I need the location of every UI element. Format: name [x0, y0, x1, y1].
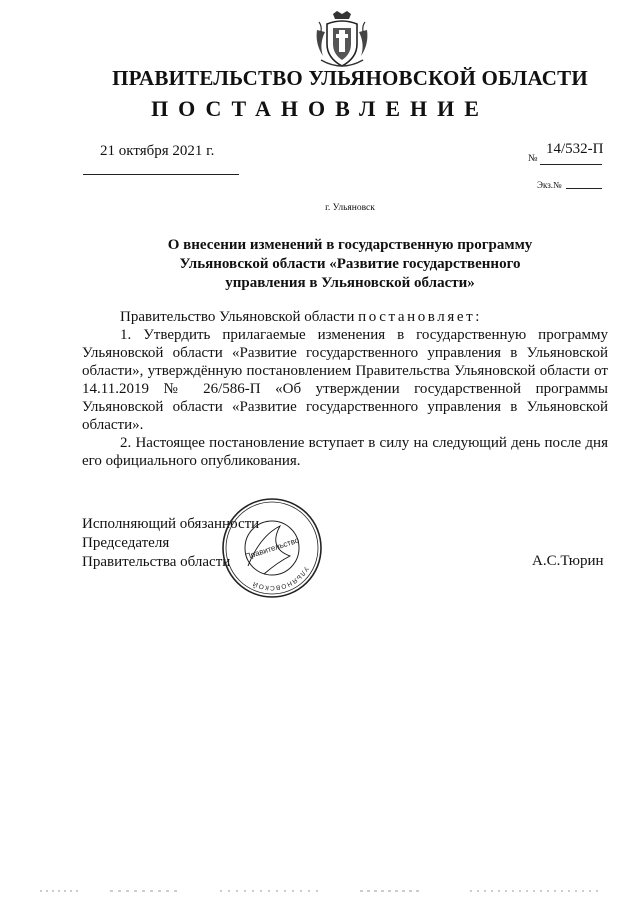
stamp-ring-text: УЛЬЯНОВСКОЙ — [251, 565, 310, 592]
city-label: г. Ульяновск — [325, 203, 375, 213]
intro-subject: Правительство Ульяновской области — [120, 309, 355, 325]
copy-number-label: Экз.№ — [537, 180, 562, 190]
document-date: 21 октября 2021 г. — [100, 143, 215, 159]
document-number: 14/532-П — [546, 141, 604, 157]
footer-scan-marks — [0, 888, 640, 894]
official-stamp-icon — [220, 496, 324, 600]
signatory-line: Правительства области — [82, 554, 231, 570]
number-underline — [540, 164, 602, 165]
intro-paragraph — [82, 308, 608, 326]
signatory-line: Исполняющий обязанности — [82, 516, 260, 532]
coat-of-arms-icon — [313, 10, 371, 72]
number-sign: № — [528, 153, 538, 164]
stamp-center-text: Правительство — [244, 535, 301, 562]
signatory-name: А.С.Тюрин — [532, 553, 604, 569]
title-line: Ульяновской области «Развитие государственного — [179, 256, 521, 272]
point-1-paragraph: 1. Утвердить прилагаемые изменения в государственную программу Ульяновской области «Развитие государственного управления в Ульяновской области», утверждённую постановлением Правительства Ульяновской области от 14.11.2019 № 26/586-П «Об утверждении государственной программы Ульяновской области «Развитие государственного управления в Ульяновской области». — [82, 327, 608, 433]
title-line: О внесении изменений в государственную программу — [167, 237, 533, 253]
document-title — [110, 236, 590, 293]
document-body — [82, 308, 608, 470]
copy-number-underline — [566, 188, 602, 189]
signatory-line: Председателя — [82, 535, 170, 551]
date-underline — [83, 174, 239, 175]
document-type: ПОСТАНОВЛЕНИЕ — [151, 96, 489, 121]
intro-verb: постановляет: — [358, 309, 483, 325]
title-line: управления в Ульяновской области» — [225, 275, 475, 291]
point-2-paragraph: 2. Настоящее постановление вступает в силу на следующий день после дня его официального опубликования. — [82, 435, 608, 469]
government-name: ПРАВИТЕЛЬСТВО УЛЬЯНОВСКОЙ ОБЛАСТИ — [112, 66, 588, 90]
